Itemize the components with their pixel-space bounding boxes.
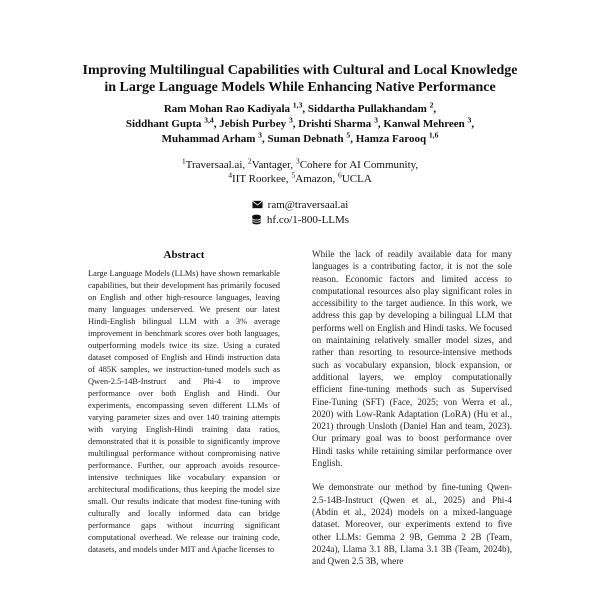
- author-name: Kanwal Mehreen: [383, 118, 465, 130]
- affiliation-number: 3: [295, 156, 300, 166]
- author-name: Muhammad Arham: [161, 133, 256, 145]
- database-icon: [251, 214, 262, 225]
- author-affiliation: 5: [346, 130, 351, 140]
- abstract-heading: Abstract: [163, 249, 205, 261]
- author-affiliation: 3: [374, 115, 378, 125]
- affiliation-line: $^1$Traversaal.ai, $^2$Vantager, $^3$Cohere for AI Community,: [181, 156, 419, 171]
- affiliation-line: $^4$IIT Roorkee, $^5$Amazon, $^6$UCLA: [228, 170, 372, 185]
- affiliation-name: Vantager: [251, 159, 291, 171]
- affiliation-number: 1: [181, 156, 186, 166]
- introduction-column: [312, 248, 512, 567]
- author-name: Siddhant Gupta: [125, 118, 202, 130]
- author-affiliation: 2: [429, 100, 434, 110]
- author-line: Muhammad Arham $^3$, Suman Debnath $^5$, Hamza Farooq $^{1,6}$: [161, 130, 439, 145]
- affiliation-number: 2: [247, 156, 252, 166]
- affiliation-name: Amazon: [295, 173, 333, 185]
- author-affiliation: 3: [467, 115, 472, 125]
- huggingface-link[interactable]: hf.co/1-800-LLMs: [266, 213, 350, 226]
- affiliation-number: 4: [228, 170, 233, 180]
- affiliation-name: IIT Roorkee: [232, 173, 286, 185]
- contact-block: [0, 197, 600, 227]
- title-line: in Large Language Models While Enhancing Native Performance: [104, 80, 496, 95]
- hf-row: [0, 212, 600, 227]
- author-affiliation: 1,3: [292, 100, 303, 110]
- affiliation-number: 5: [291, 170, 296, 180]
- abstract-text: Large Language Models (LLMs) have shown remarkable capabilities, but their development has primarily focused on English and other high-resource languages, leaving many languages underserved. We present our latest Hindi-English bilingual LLM with a 3% average improvement in benchmark scores over both languages, outperforming models twice its size. Using a curated dataset composed of English and Hindi instruction data of 485K samples, we instruction-tuned models such as Qwen-2.5-14B-Instruct and Phi-4 to improve performance over both English and Hindi. Our experiments, encompassing seven different LLMs of varying parameter sizes and over 140 training attempts with varying English-Hindi training data ratios, demonstrated that it is possible to significantly improve multilingual performance without compromising native performance. Further, our approach avoids resource-intensive techniques like vocabulary expansion or architectural modifications, thus keeping the model size small. Our results indicate that modest fine-tuning with culturally and locally informed data can bridge performance gaps without incurring significant computational overhead. We release our training code, datasets, and models under MIT and Apache licenses to: [88, 269, 280, 554]
- author-line: Ram Mohan Rao Kadiyala $^{1,3}$, Siddartha Pullakhandam $^2$,: [163, 100, 437, 115]
- envelope-icon: [252, 199, 263, 210]
- author-name: Jebish Purbey: [219, 118, 287, 130]
- author-affiliation: 1,6: [428, 130, 439, 140]
- intro-paragraph: We demonstrate our method by fine-tuning Qwen-2.5-14B-Instruct (Qwen et al., 2025) and Phi-4 (Abdin et al., 2024) models on a mixed-language dataset. Moreover, our experiments extend to five other LLMs: Gemma 2 9B, Gemma 2 2B (Team, 2024a), Llama 3.1 8B, Llama 3.1 3B (Team, 2024b), and Qwen 2.5 3B, where: [312, 482, 512, 567]
- author-affiliation: 3,4: [204, 115, 214, 125]
- author-line: Siddhant Gupta $^{3,4}$, Jebish Purbey $^3$, Drishti Sharma $^3$, Kanwal Mehreen $^3$,: [125, 115, 475, 130]
- affiliation-name: UCLA: [341, 173, 372, 185]
- abstract-section: [88, 248, 280, 556]
- title-line: Improving Multilingual Capabilities with Cultural and Local Knowledge: [82, 63, 518, 78]
- author-list: [40, 102, 560, 147]
- email-row: [0, 197, 600, 212]
- author-affiliation: 3: [288, 115, 293, 125]
- affiliation-number: 6: [338, 170, 342, 180]
- author-name: Ram Mohan Rao Kadiyala: [163, 103, 291, 115]
- affiliation-name: Traversaal.ai: [185, 159, 243, 171]
- paper-title: [40, 62, 560, 96]
- author-affiliation: 3: [258, 130, 262, 140]
- affiliation-list: [40, 158, 560, 186]
- email-link[interactable]: ram@traversaal.ai: [267, 198, 349, 211]
- author-name: Suman Debnath: [267, 133, 344, 145]
- affiliation-name: Cohere for AI Community: [299, 159, 416, 171]
- intro-paragraph: While the lack of readily available data for many languages is a contributing factor, it is not the sole reason. Economic factors and limited access to computational resources also play significant roles in accessibility to the target audience. In this work, we address this gap by developing a bilingual LLM that performs well on English and Hindi tasks. We focused on maintaining relatively smaller model sizes, and rather than resorting to resource-intensive methods such as vocabulary expansion, block expansion, or additional layers, we employ computationally efficient fine-tuning methods such as Supervised Fine-Tuning (SFT) (Face, 2025; von Werra et al., 2020) with Low-Rank Adaptation (LoRA) (Hu et al., 2021) through Unsloth (Daniel Han and team, 2023). Our primary goal was to boost performance over Hindi tasks while retaining similar performance over English.: [312, 249, 512, 469]
- author-name: Hamza Farooq: [355, 133, 427, 145]
- author-name: Drishti Sharma: [298, 118, 372, 130]
- author-name: Siddartha Pullakhandam: [307, 103, 427, 115]
